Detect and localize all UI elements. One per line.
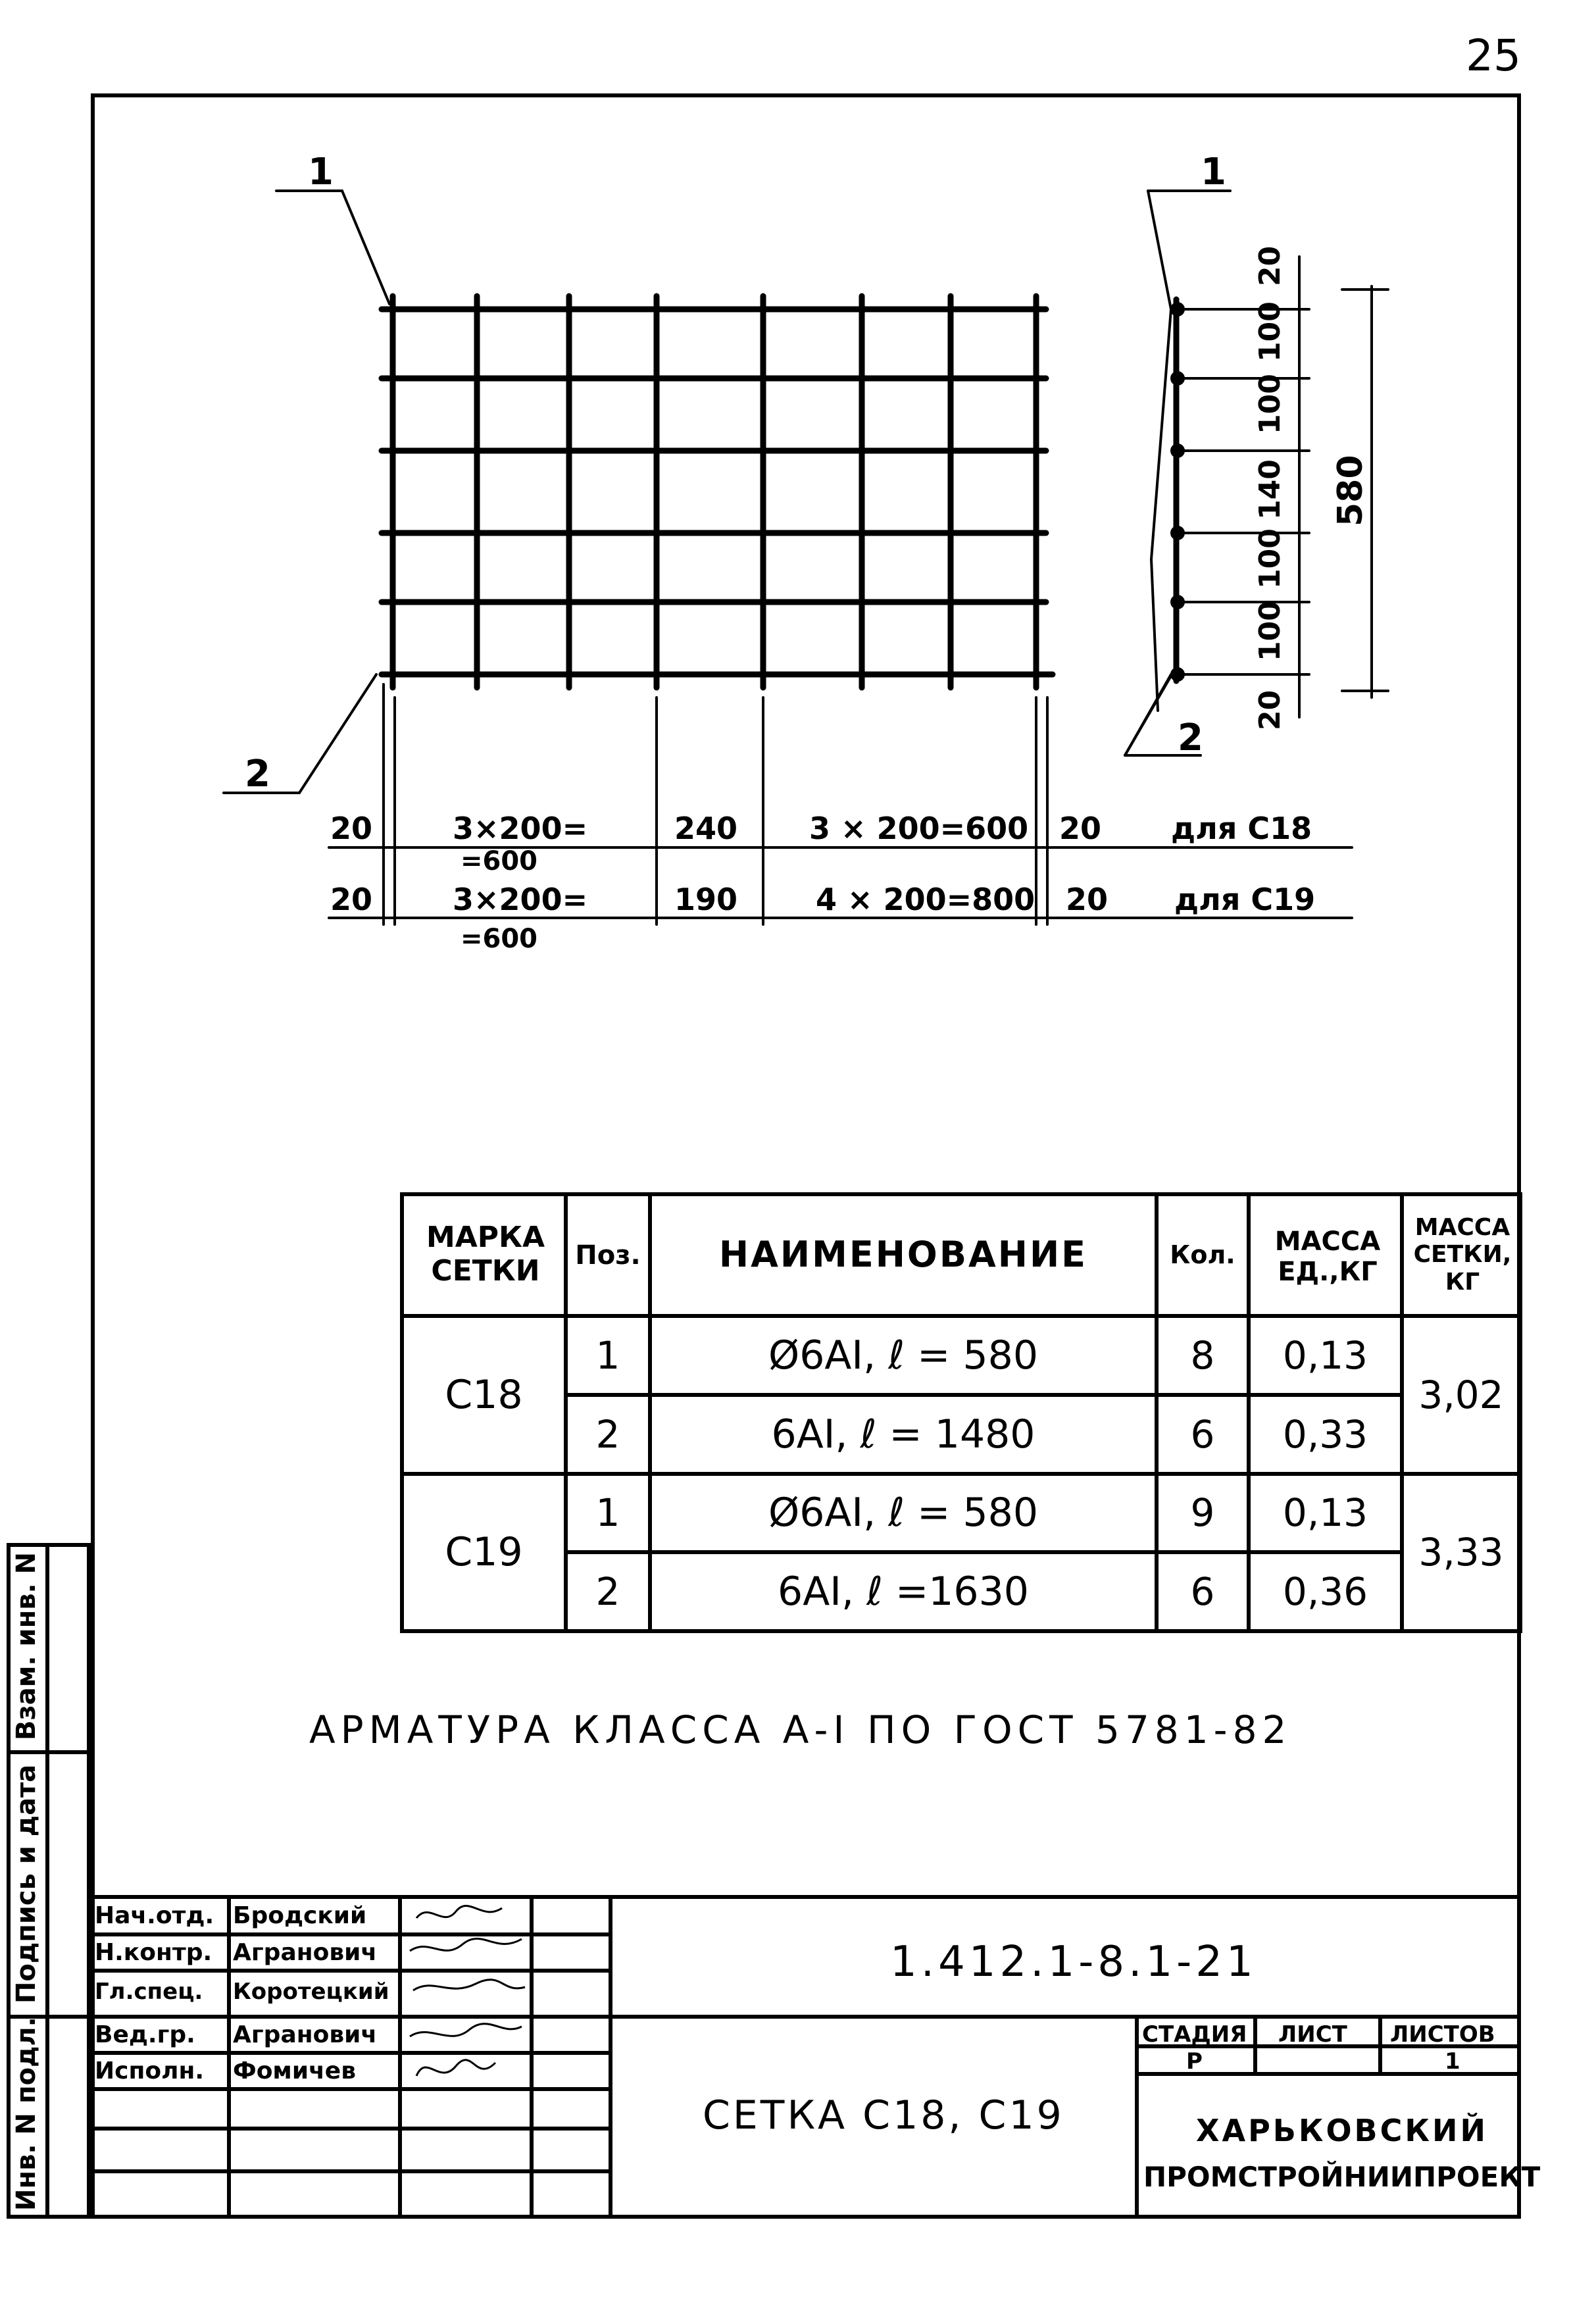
name-2: Агранович xyxy=(233,1939,378,1966)
name-4: Агранович xyxy=(233,2021,378,2048)
doc-code: 1.412.1-8.1-21 xyxy=(890,1938,1257,1986)
mesh-mass-c19: 3,33 xyxy=(1418,1530,1504,1575)
stage-label: СТАДИЯ xyxy=(1142,2021,1247,2048)
qty-c18-2: 6 xyxy=(1190,1411,1215,1457)
sheets-label: ЛИСТОВ xyxy=(1390,2021,1495,2048)
header-name: НАИМЕНОВАНИЕ xyxy=(718,1234,1088,1276)
row1-d3: 240 xyxy=(674,811,738,846)
row1-d5: 20 xyxy=(1059,811,1102,846)
inv-podl-label: Инв. N подл. xyxy=(11,2017,41,2211)
row2-d2-line2: =600 xyxy=(461,924,538,954)
pos-c18-2: 2 xyxy=(595,1411,620,1457)
pos-c19-1: 1 xyxy=(595,1490,620,1536)
name-c18-1: Ø6AI, ℓ = 580 xyxy=(768,1332,1038,1378)
role-3: Гл.спец. xyxy=(95,1979,203,2005)
pos-c19-2: 2 xyxy=(595,1569,620,1614)
row2-d4: 4 × 200=800 xyxy=(816,882,1035,917)
side-total-dim: 580 xyxy=(1331,455,1370,526)
side-dim-4: 100 xyxy=(1253,528,1287,589)
header-pos: Поз. xyxy=(575,1240,641,1271)
spec-table xyxy=(400,1192,1522,1633)
side-dim-6: 20 xyxy=(1253,690,1287,730)
mark-c18: С18 xyxy=(445,1371,523,1418)
unit-mass-c19-1: 0,13 xyxy=(1282,1490,1368,1536)
stage-value: Р xyxy=(1186,2048,1203,2075)
qty-c19-1: 9 xyxy=(1190,1490,1215,1536)
role-1: Нач.отд. xyxy=(95,1902,214,1929)
side-dim-3: 140 xyxy=(1253,459,1287,520)
row1-d2-line1: 3×200= xyxy=(453,811,588,846)
unit-mass-c18-1: 0,13 xyxy=(1282,1332,1368,1378)
row2-d3: 190 xyxy=(674,882,738,917)
row1-d4: 3 × 200=600 xyxy=(809,811,1029,846)
page-number: 25 xyxy=(1466,30,1521,81)
qty-c18-1: 8 xyxy=(1190,1332,1215,1378)
header-mesh-mass: МАССА СЕТКИ, КГ xyxy=(1413,1213,1512,1296)
name-3: Коротецкий xyxy=(233,1979,389,2005)
row2-d2-line1: 3×200= xyxy=(453,882,588,917)
sign-date-label: Подпись и дата xyxy=(11,1764,41,2004)
name-c18-2: 6AI, ℓ = 1480 xyxy=(771,1411,1035,1457)
side-dim-5: 100 xyxy=(1253,601,1287,661)
callout-1-text: 1 xyxy=(308,151,334,193)
name-5: Фомичев xyxy=(233,2057,356,2084)
header-qty: Кол. xyxy=(1170,1240,1235,1269)
callout-2-text: 2 xyxy=(245,753,270,795)
role-2: Н.контр. xyxy=(95,1939,212,1966)
reinforcement-note: АРМАТУРА КЛАССА А-I ПО ГОСТ 5781-82 xyxy=(309,1707,1292,1752)
name-c19-2: 6AI, ℓ =1630 xyxy=(778,1568,1029,1615)
pos-c18-1: 1 xyxy=(595,1332,620,1378)
role-4: Вед.гр. xyxy=(95,2021,195,2048)
sheet-label: ЛИСТ xyxy=(1278,2021,1347,2048)
left-margin-stamp xyxy=(7,1543,91,2219)
unit-mass-c18-2: 0,33 xyxy=(1282,1411,1368,1457)
signature-marks xyxy=(403,1898,532,2089)
side-dim-1: 100 xyxy=(1253,301,1287,362)
header-mark: МАРКА СЕТКИ xyxy=(426,1221,545,1288)
row1-d1: 20 xyxy=(330,811,373,846)
header-unit-mass: МАССА ЕД.,КГ xyxy=(1274,1226,1381,1287)
vzam-inv-label: Взам. инв. N xyxy=(11,1552,41,1740)
side-callout-1-text: 1 xyxy=(1201,151,1226,193)
mesh-mass-c18: 3,02 xyxy=(1418,1372,1504,1417)
qty-c19-2: 6 xyxy=(1190,1569,1215,1614)
side-dim-0: 20 xyxy=(1253,245,1287,286)
name-1: Бродский xyxy=(233,1902,367,1929)
transverse-bars xyxy=(393,296,1036,688)
mesh-drawing xyxy=(0,0,1596,1026)
row1-d2-line2: =600 xyxy=(461,846,538,876)
mark-c19: С19 xyxy=(445,1529,523,1575)
unit-mass-c19-2: 0,36 xyxy=(1282,1569,1368,1614)
org-line-1: ХАРЬКОВСКИЙ xyxy=(1196,2113,1488,2148)
row2-label: для С19 xyxy=(1174,882,1316,917)
name-c19-1: Ø6AI, ℓ = 580 xyxy=(768,1490,1038,1536)
row2-d1: 20 xyxy=(330,882,373,917)
side-callout-2-text: 2 xyxy=(1178,717,1203,759)
role-5: Исполн. xyxy=(95,2057,204,2084)
org-line-2: ПРОМСТРОЙНИИПРОЕКТ xyxy=(1143,2161,1541,2193)
sheets-value: 1 xyxy=(1445,2048,1460,2075)
drawing-title: СЕТКА С18, С19 xyxy=(703,2092,1064,2138)
row1-label: для С18 xyxy=(1171,811,1312,846)
title-block xyxy=(91,1895,1541,2219)
side-dim-2: 100 xyxy=(1253,374,1287,434)
row2-d5: 20 xyxy=(1066,882,1109,917)
